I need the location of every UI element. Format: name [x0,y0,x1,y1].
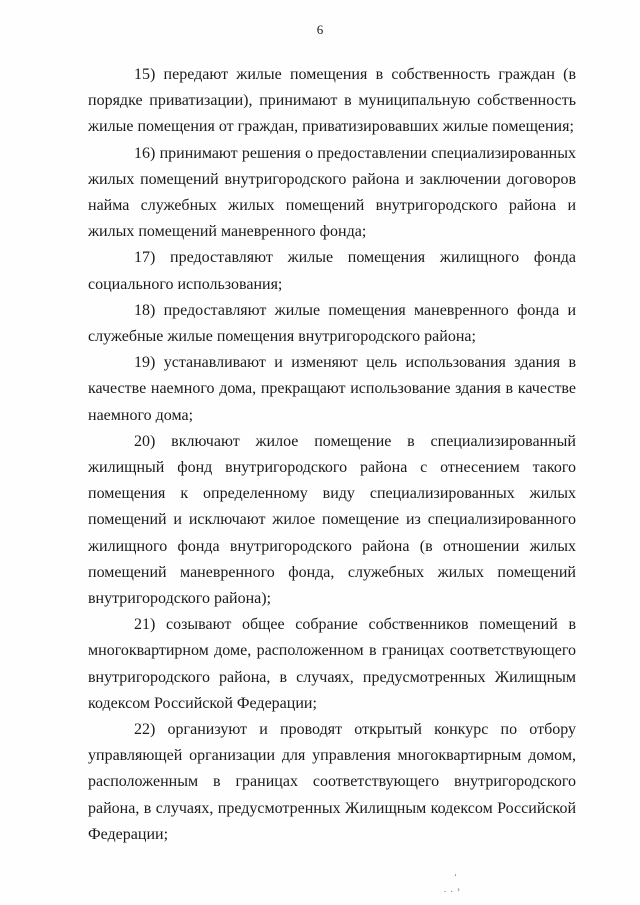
scan-artifact-mark: ‘ [454,872,457,882]
paragraph-15: 15) передают жилые помещения в собственность граждан (в порядке приватизации), принимают в муниципальную собственность жилые помещения от граждан, приватизировавших жилые помещения; [88,66,576,136]
page-number: 6 [316,22,324,37]
paragraph-19: 19) устанавливают и изменяют цель использования здания в качестве наемного дома, прекращают использование здания в качестве наемного дома; [88,354,576,424]
scan-artifact-dots: . . › [444,884,461,894]
paragraph-20: 20) включают жилое помещение в специализированный жилищный фонд внутригородского района с отнесением такого помещения к определенному виду специализированных жилых помещений и исключают жилое помещение из специализированного жилищного фонда внутригородского района (в отношении жилых помещений маневренного фонда, служебных жилых помещений внутригородского района); [88,432,576,608]
document-body [88,62,576,848]
paragraph-18: 18) предоставляют жилые помещения маневренного фонда и служебные жилые помещения внутригородского района; [88,301,576,346]
paragraph-17: 17) предоставляют жилые помещения жилищного фонда социального использования; [88,249,576,293]
paragraph-16: 16) принимают решения о предоставлении специализированных жилых помещений внутригородского района и заключении договоров найма служебных жилых помещений внутригородского района и жилых помещений маневренного фонда; [88,144,576,241]
paragraph-22: 22) организуют и проводят открытый конкурс по отбору управляющей организации для управления многоквартирным домом, расположенным в границах соответствующего внутригородского района, в случаях, предусмотренных Жилищным кодексом Российской Федерации; [88,721,576,843]
paragraph-21: 21) созывают общее собрание собственников помещений в многоквартирном доме, расположенном в границах соответствующего внутригородского района, в случаях, предусмотренных Жилищным кодексом Российской Федерации; [88,616,576,712]
